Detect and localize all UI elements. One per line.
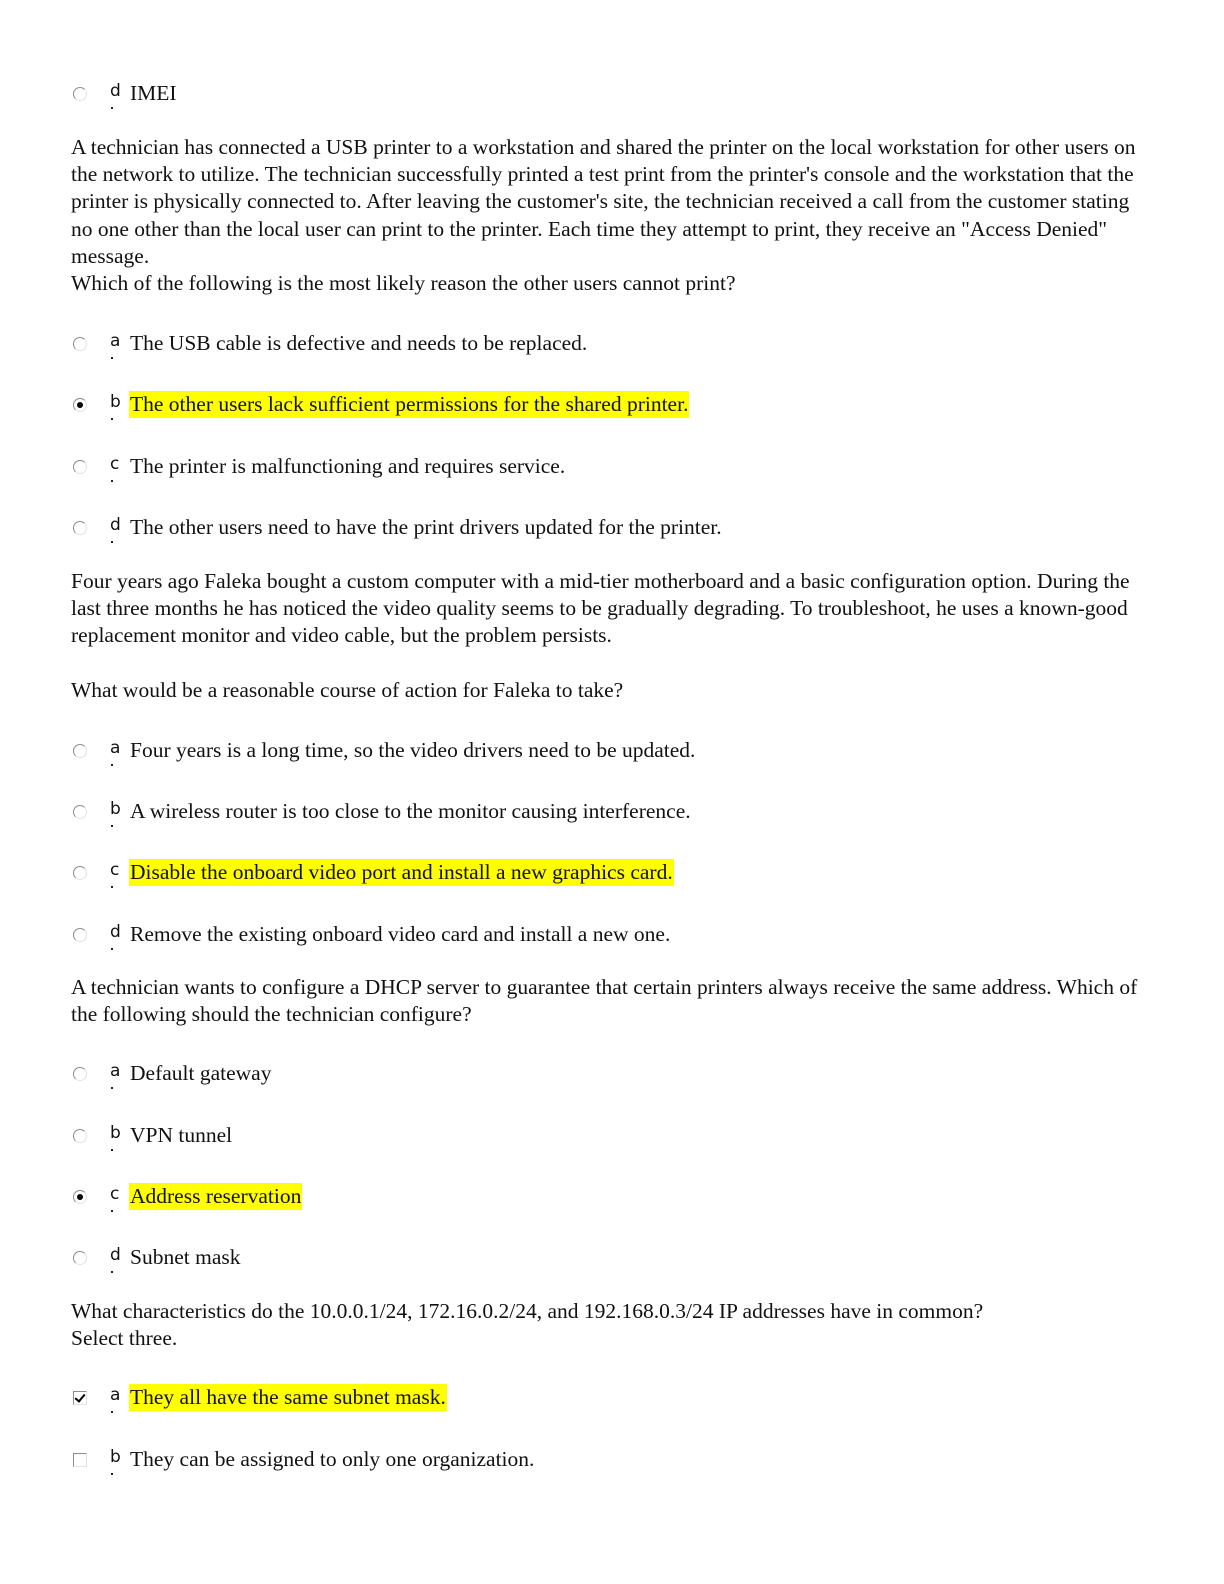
- option-dot: [111, 1087, 113, 1089]
- q1-option-d-radio[interactable]: [73, 521, 87, 535]
- q4-question: Select three.: [71, 1326, 178, 1351]
- q1-option-d-letter: d: [110, 515, 121, 535]
- option-dot: [111, 418, 113, 420]
- q4-prompt: [71, 1298, 1151, 1352]
- q1-option-c-radio[interactable]: [73, 460, 87, 474]
- q3-option-c[interactable]: [0, 1184, 1224, 1224]
- q3-option-c-letter: c: [110, 1184, 120, 1204]
- q1-prompt: [71, 134, 1151, 297]
- q2-option-a-radio[interactable]: [73, 744, 87, 758]
- q4-option-b-checkbox[interactable]: [73, 1453, 87, 1467]
- option-dot: [111, 1149, 113, 1151]
- q2-option-a-text: Four years is a long time, so the video drivers need to be updated.: [130, 738, 696, 762]
- q3-option-c-text: Address reservation: [130, 1184, 302, 1208]
- q1-option-a-letter: a: [110, 331, 121, 351]
- q1-option-b[interactable]: [0, 392, 1224, 432]
- q0-option-d-letter: d: [110, 81, 121, 101]
- q3-option-b[interactable]: [0, 1123, 1224, 1163]
- q3-option-d-letter: d: [110, 1245, 121, 1265]
- q2-option-c-radio[interactable]: [73, 866, 87, 880]
- q4-option-a-letter: a: [110, 1385, 121, 1405]
- q4-option-a-text: They all have the same subnet mask.: [130, 1385, 446, 1409]
- q1-option-b-text: The other users lack sufficient permissions for the shared printer.: [130, 392, 689, 416]
- q1-stem: A technician has connected a USB printer to a workstation and shared the printer on the local workstation for other users on the network to utilize. The technician successfully printed a test print from the printer's console and the workstation that the printer is physically connected to. After leaving the customer's site, the technician received a call from the customer stating no one other than the local user can print to the printer. Each time they attempt to print, they receive an "Access Denied" message.: [71, 135, 1136, 268]
- q3-option-a-text: Default gateway: [130, 1061, 272, 1085]
- q4-option-a-checkbox[interactable]: [73, 1391, 87, 1405]
- q2-option-b-letter: b: [110, 799, 121, 819]
- q3-option-a-letter: a: [110, 1061, 121, 1081]
- q1-option-d-text: The other users need to have the print drivers updated for the printer.: [130, 515, 722, 539]
- q2-prompt: [71, 568, 1151, 650]
- q1-option-b-radio[interactable]: [73, 398, 87, 412]
- q4-option-b-text: They can be assigned to only one organization.: [130, 1447, 535, 1471]
- q3-option-a[interactable]: [0, 1061, 1224, 1101]
- q0-option-d-radio[interactable]: [73, 87, 87, 101]
- q2-option-a-letter: a: [110, 738, 121, 758]
- q1-option-d[interactable]: [0, 515, 1224, 555]
- option-dot: [111, 357, 113, 359]
- q1-option-a-radio[interactable]: [73, 337, 87, 351]
- q3-option-d[interactable]: [0, 1245, 1224, 1285]
- q2-option-d-letter: d: [110, 922, 121, 942]
- q1-question: Which of the following is the most likely reason the other users cannot print?: [71, 271, 736, 296]
- q2-option-b-radio[interactable]: [73, 805, 87, 819]
- q3-option-c-radio[interactable]: [73, 1190, 87, 1204]
- option-dot: [111, 1411, 113, 1413]
- option-dot: [111, 1210, 113, 1212]
- q4-stem: What characteristics do the 10.0.0.1/24, 172.16.0.2/24, and 192.168.0.3/24 IP addresses have in common?: [71, 1299, 984, 1323]
- q1-option-c[interactable]: [0, 454, 1224, 494]
- q2-option-c-text: Disable the onboard video port and install a new graphics card.: [130, 860, 673, 884]
- q4-option-a[interactable]: [0, 1385, 1224, 1425]
- q2-question-block: [71, 677, 1151, 704]
- q3-option-b-letter: b: [110, 1123, 121, 1143]
- q3-option-d-text: Subnet mask: [130, 1245, 241, 1269]
- q2-option-d-text: Remove the existing onboard video card and install a new one.: [130, 922, 671, 946]
- q4-option-b-letter: b: [110, 1447, 121, 1467]
- option-dot: [111, 948, 113, 950]
- q1-option-c-text: The printer is malfunctioning and requires service.: [130, 454, 566, 478]
- q3-option-a-radio[interactable]: [73, 1067, 87, 1081]
- q2-stem: Four years ago Faleka bought a custom computer with a mid-tier motherboard and a basic configuration option. During the last three months he has noticed the video quality seems to be gradually degrading. To troubleshoot, he uses a known-good replacement monitor and video cable, but the problem persists.: [71, 569, 1130, 648]
- q2-option-c-letter: c: [110, 860, 120, 880]
- q1-option-a[interactable]: [0, 331, 1224, 371]
- q0-option-d-text: IMEI: [130, 81, 177, 105]
- q1-option-a-text: The USB cable is defective and needs to be replaced.: [130, 331, 588, 355]
- option-dot: [111, 480, 113, 482]
- q2-question: What would be a reasonable course of action for Faleka to take?: [71, 678, 624, 702]
- q1-option-c-letter: c: [110, 454, 120, 474]
- option-dot: [111, 107, 113, 109]
- q2-option-d[interactable]: [0, 922, 1224, 962]
- option-dot: [111, 1271, 113, 1273]
- q2-option-a[interactable]: [0, 738, 1224, 778]
- option-dot: [111, 1473, 113, 1475]
- q0-option-d[interactable]: [0, 81, 1224, 121]
- option-dot: [111, 825, 113, 827]
- q2-option-b[interactable]: [0, 799, 1224, 839]
- q3-stem: A technician wants to configure a DHCP server to guarantee that certain printers always receive the same address. Which of the following should the technician configure?: [71, 975, 1138, 1027]
- q3-option-b-text: VPN tunnel: [130, 1123, 233, 1147]
- q3-option-b-radio[interactable]: [73, 1129, 87, 1143]
- q3-option-d-radio[interactable]: [73, 1251, 87, 1265]
- q2-option-d-radio[interactable]: [73, 928, 87, 942]
- q4-option-b[interactable]: [0, 1447, 1224, 1487]
- q2-option-b-text: A wireless router is too close to the monitor causing interference.: [130, 799, 691, 823]
- q2-option-c[interactable]: [0, 860, 1224, 900]
- option-dot: [111, 886, 113, 888]
- option-dot: [111, 541, 113, 543]
- q1-option-b-letter: b: [110, 392, 121, 412]
- option-dot: [111, 764, 113, 766]
- q3-prompt: [71, 974, 1151, 1028]
